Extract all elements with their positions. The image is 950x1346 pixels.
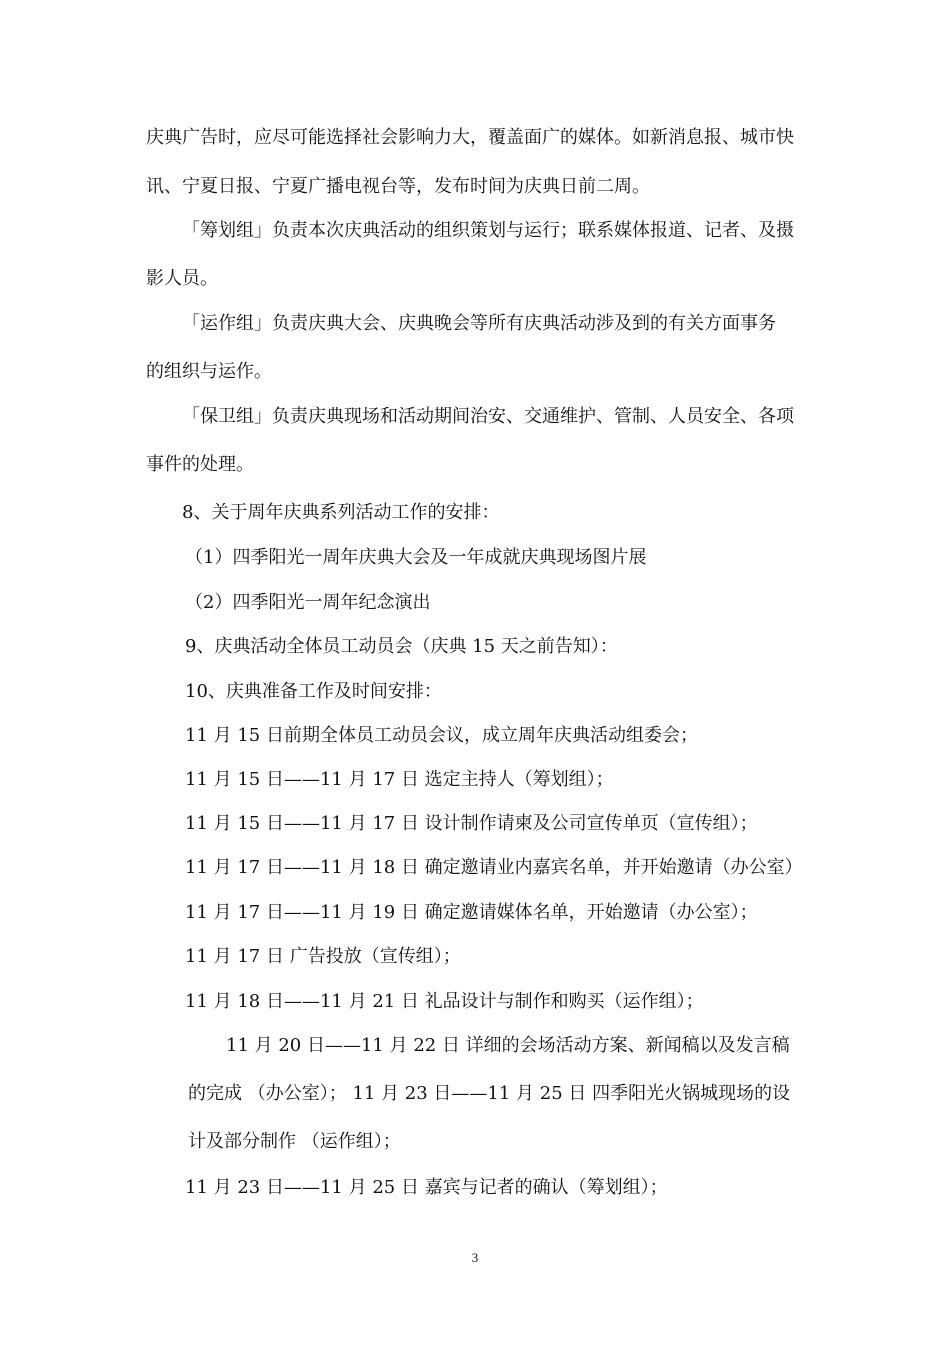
body-line-5: 「运作组」负责庆典大会、庆典晚会等所有庆典活动涉及到的有关方面事务	[182, 313, 776, 334]
body-line-17: 11 月 17 日——11 月 18 日 确定邀请业内嘉宾名单，并开始邀请（办公室）	[185, 857, 803, 878]
body-line-16: 11 月 15 日——11 月 17 日 设计制作请柬及公司宣传单页（宣传组）；	[185, 813, 758, 834]
body-line-1: 庆典广告时，应尽可能选择社会影响力大，覆盖面广的媒体。如新消息报、城市快	[146, 127, 794, 148]
body-line-21: 11 月 20 日——11 月 22 日 详细的会场活动方案、新闻稿以及发言稿	[226, 1035, 790, 1056]
body-line-24: 11 月 23 日——11 月 25 日 嘉宾与记者的确认（筹划组）；	[185, 1177, 668, 1198]
body-line-11: （2）四季阳光一周年纪念演出	[185, 592, 431, 613]
body-line-20: 11 月 18 日——11 月 21 日 礼品设计与制作和购买（运作组）；	[185, 991, 704, 1012]
body-line-18: 11 月 17 日——11 月 19 日 确定邀请媒体名单，开始邀请（办公室）；	[185, 902, 758, 923]
page-number: 3	[471, 1250, 479, 1265]
body-line-8: 事件的处理。	[146, 454, 254, 475]
body-line-14: 11 月 15 日前期全体员工动员会议，成立周年庆典活动组委会；	[185, 725, 698, 746]
body-line-4: 影人员。	[146, 268, 218, 289]
body-line-12: 9、庆典活动全体员工动员会（庆典 15 天之前告知）：	[185, 636, 618, 657]
body-line-6: 的组织与运作。	[146, 361, 272, 382]
body-line-3: 「筹划组」负责本次庆典活动的组织策划与运行；联系媒体报道、记者、及摄	[182, 220, 794, 241]
body-line-22: 的完成 （办公室）； 11 月 23 日——11 月 25 日 四季阳光火锅城现场的设	[188, 1083, 791, 1104]
body-line-13: 10、庆典准备工作及时间安排：	[185, 681, 442, 702]
body-line-7: 「保卫组」负责庆典现场和活动期间治安、交通维护、管制、人员安全、各项	[182, 406, 794, 427]
body-line-23: 计及部分制作 （运作组）；	[188, 1131, 401, 1152]
body-line-10: （1）四季阳光一周年庆典大会及一年成就庆典现场图片展	[185, 547, 647, 568]
body-line-15: 11 月 15 日——11 月 17 日 选定主持人（筹划组）；	[185, 769, 614, 790]
body-line-9: 8、关于周年庆典系列活动工作的安排：	[182, 502, 500, 523]
body-line-19: 11 月 17 日 广告投放（宣传组）；	[185, 946, 461, 967]
body-line-2: 讯、宁夏日报、宁夏广播电视台等，发布时间为庆典日前二周。	[146, 176, 650, 197]
